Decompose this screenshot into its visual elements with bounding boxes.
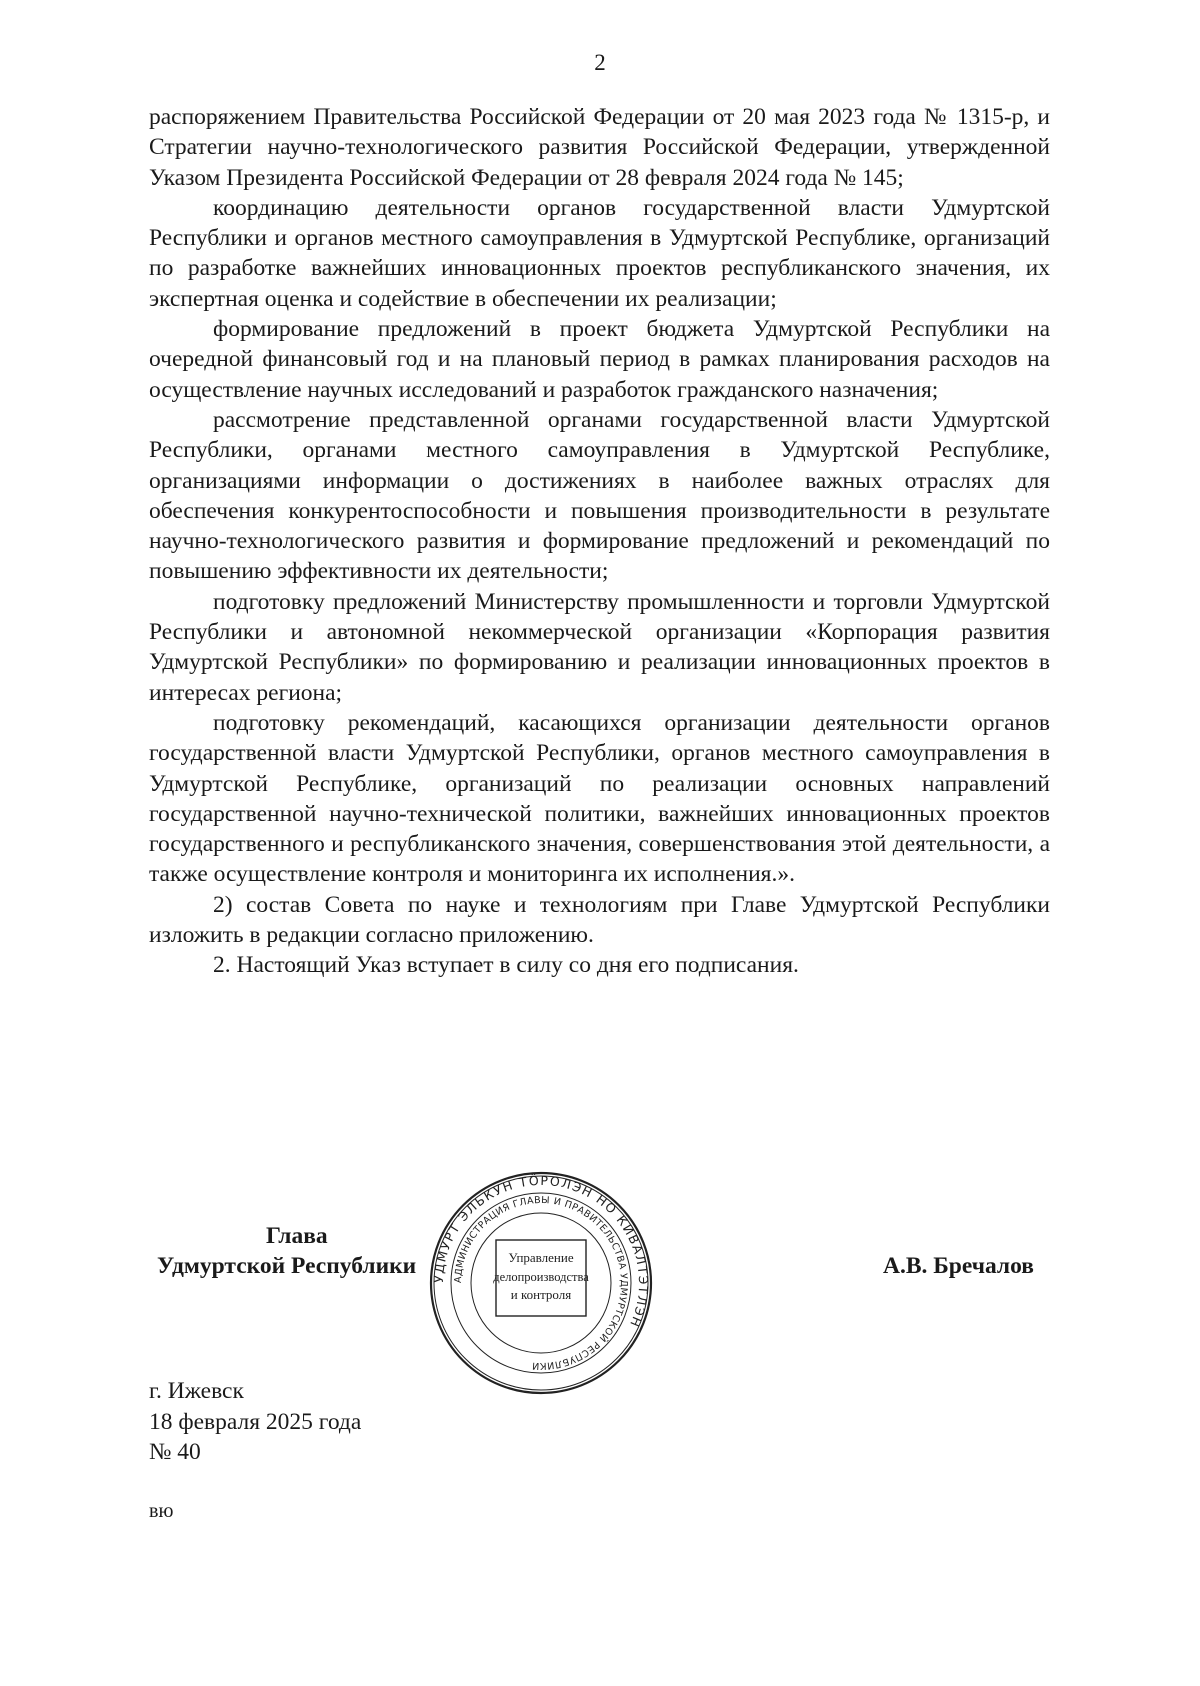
- stamp-ring-inner-text: АДМИНИСТРАЦИЯ ГЛАВЫ И ПРАВИТЕЛЬСТВА УДМУРТСКОЙ РЕСПУБЛИКИ: [452, 1194, 630, 1372]
- paragraph: распоряжением Правительства Российской Федерации от 20 мая 2023 года № 1315-р, и Стратегии научно-технологического развития Российской Федерации, утвержденной Указом Президента Российской Федерации от 28 февраля 2024 года № 145;: [149, 104, 1050, 191]
- paragraph: подготовку предложений Министерству промышленности и торговли Удмуртской Республики и автономной некоммерческой организации «Корпорация развития Удмуртской Республики» по формированию и реализации инновационных проектов в интересах региона;: [149, 588, 1050, 706]
- stamp-inner-line3: и контроля: [510, 1287, 572, 1302]
- issue-date: 18 февраля 2025 года: [149, 1408, 362, 1435]
- signatory-name: А.В. Бречалов: [883, 1253, 1034, 1279]
- decree-body: [149, 102, 1050, 981]
- issue-city: г. Ижевск: [149, 1378, 244, 1404]
- paragraph: 2. Настоящий Указ вступает в силу со дня его подписания.: [213, 952, 799, 979]
- official-stamp: [426, 1168, 656, 1398]
- signatory-title-line1: Глава: [266, 1223, 328, 1249]
- paragraph: 2) состав Совета по науке и технологиям при Главе Удмуртской Республики изложить в редакции согласно приложению.: [149, 891, 1050, 949]
- paragraph: подготовку рекомендаций, касающихся организации деятельности органов государственной власти Удмуртской Республики, органов местного самоуправления в Удмуртской Республике, организаций по реализации основных направлений государственной научно-технической политики, важнейших инновационных проектов государственного и республиканского значения, совершенствования этой деятельности, а также осуществление контроля и мониторинга их исполнения.».: [149, 709, 1050, 888]
- page-number: 2: [594, 50, 606, 75]
- signatory-title-line2: Удмуртской Республики: [157, 1253, 417, 1279]
- paragraph: рассмотрение представленной органами государственной власти Удмуртской Республики, органами местного самоуправления в Удмуртской Республике, организациями информации о достижениях в наиболее важных отраслях для обеспечения конкурентоспособности и повышения производительности в результате научно-технологического развития и формирование предложений и рекомендаций по повышению эффективности их деятельности;: [149, 406, 1050, 585]
- paragraph: координацию деятельности органов государственной власти Удмуртской Республики и органов местного самоуправления в Удмуртской Республике, организаций по разработке важнейших инновационных проектов республиканского значения, их экспертная оценка и содействие в обеспечении их реализации;: [149, 194, 1050, 312]
- issue-details: [149, 1376, 361, 1468]
- stamp-inner-line2: делопроизводства: [493, 1270, 589, 1284]
- stamp-ring-outer-text: УДМУРТ ЭЛЬКУН ТӦРОЛЭН НО КИВАЛТЭТЛЭН: [430, 1172, 652, 1331]
- stamp-inner-line1: Управление: [508, 1250, 574, 1265]
- decree-number: № 40: [149, 1439, 201, 1465]
- author-initials: вю: [149, 1500, 174, 1522]
- paragraph: формирование предложений в проект бюджета Удмуртской Республики на очередной финансовый год и на плановый период в рамках планирования расходов на осуществление научных исследований и разработок гражданского назначения;: [149, 316, 1050, 403]
